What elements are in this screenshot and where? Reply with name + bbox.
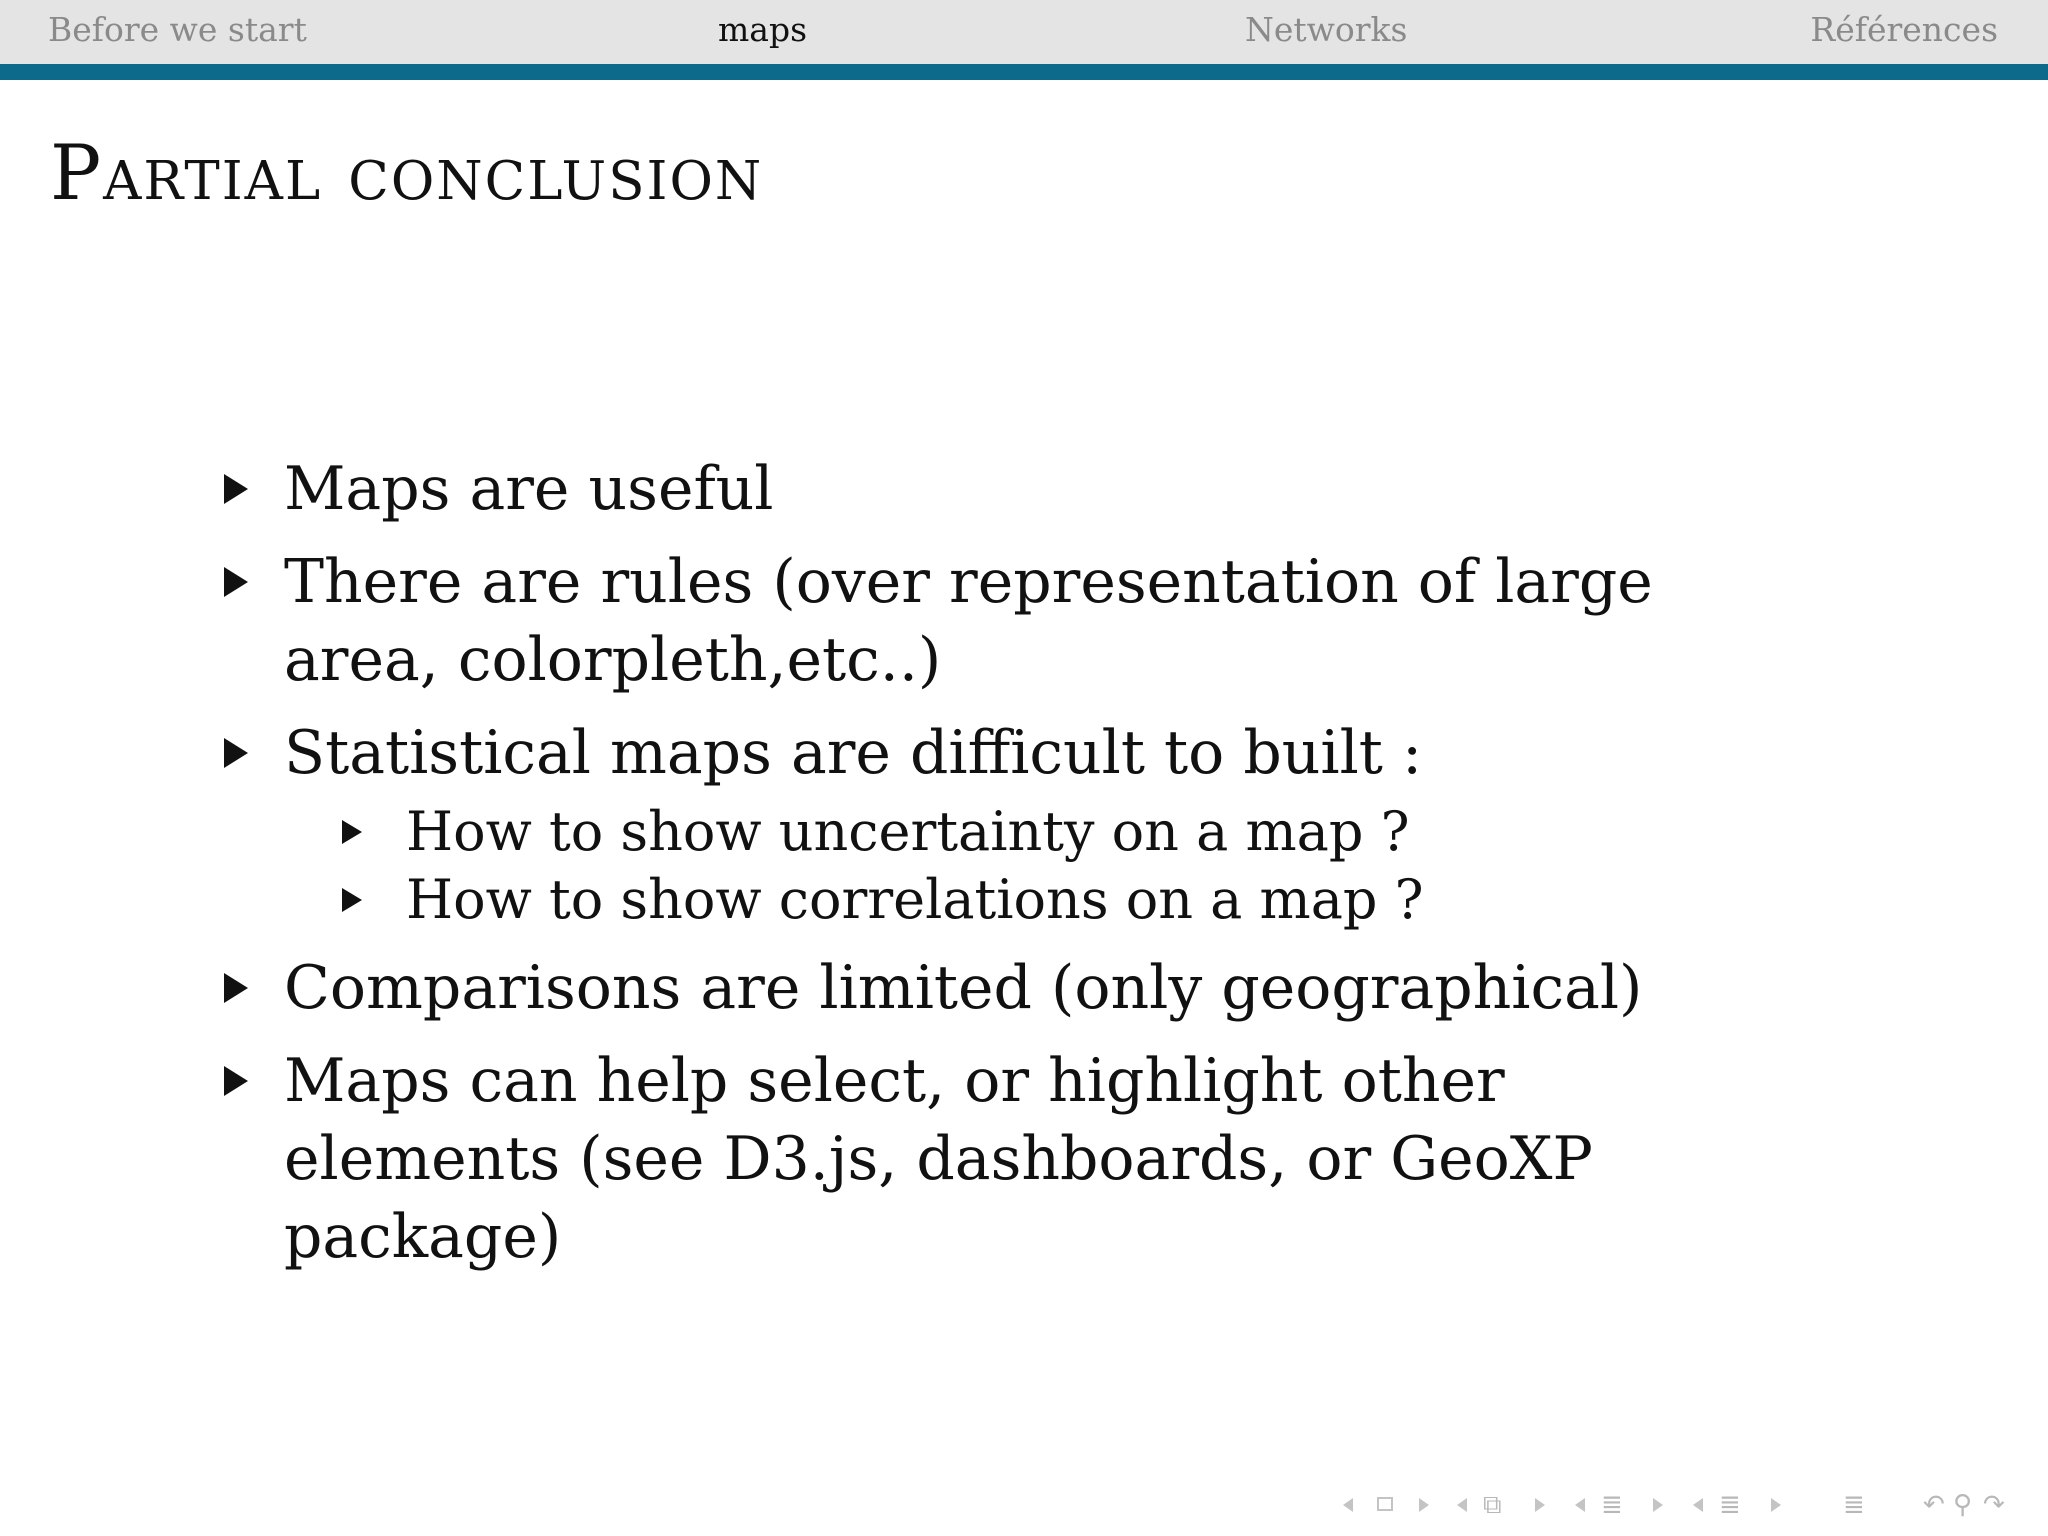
sub-list-item-text: How to show uncertainty on a map ?	[406, 800, 1410, 863]
subsection-prev-icon[interactable]	[1575, 1498, 1585, 1512]
frame-prev-icon[interactable]	[1457, 1498, 1467, 1512]
document-icon[interactable]: ≣	[1843, 1490, 1865, 1520]
section-icon[interactable]: ≣	[1719, 1490, 1741, 1520]
list-item-text: Maps are useful	[284, 454, 774, 524]
section-prev-icon[interactable]	[1693, 1498, 1703, 1512]
bullet-triangle-icon	[224, 567, 248, 597]
section-navbar	[0, 0, 2048, 64]
list-item-text: Maps can help select, or highlight other elements (see D3.js, dashboards, or GeoXP package)	[284, 1046, 1593, 1272]
nav-section-references[interactable]: Références	[1810, 10, 1998, 49]
list-item	[218, 543, 1778, 699]
nav-section-maps[interactable]: maps	[718, 10, 808, 49]
beamer-navigation-symbols	[1335, 1488, 2035, 1522]
bullet-triangle-icon	[224, 973, 248, 1003]
sub-list-item-text: How to show correlations on a map ?	[406, 868, 1424, 931]
section-next-icon[interactable]	[1771, 1498, 1781, 1512]
back-icon[interactable]: ↶	[1923, 1490, 1945, 1520]
frame-next-icon[interactable]	[1535, 1498, 1545, 1512]
nav-section-before-we-start[interactable]: Before we start	[48, 10, 307, 49]
sub-bullet-triangle-icon	[342, 820, 362, 844]
list-item	[218, 1042, 1778, 1276]
sub-list-item	[340, 798, 1778, 866]
frame-icon[interactable]: ⧉	[1483, 1490, 1502, 1520]
list-item	[218, 949, 1778, 1027]
list-item-text: Comparisons are limited (only geographical)	[284, 953, 1643, 1023]
list-item-text: There are rules (over representation of large area, colorpleth,etc..)	[284, 547, 1653, 695]
list-item	[218, 450, 1778, 528]
bullet-triangle-icon	[224, 1066, 248, 1096]
bullet-triangle-icon	[224, 474, 248, 504]
slide-next-icon[interactable]	[1419, 1498, 1429, 1512]
sub-list-item	[340, 866, 1778, 934]
list-item-text: Statistical maps are difficult to built :	[284, 718, 1423, 788]
navbar-divider	[0, 64, 2048, 80]
subsection-icon[interactable]: ≣	[1601, 1490, 1623, 1520]
forward-icon[interactable]: ↷	[1983, 1490, 2005, 1520]
bullet-list	[218, 450, 1778, 1291]
sub-bullet-triangle-icon	[342, 888, 362, 912]
subsection-next-icon[interactable]	[1653, 1498, 1663, 1512]
nav-section-networks[interactable]: Networks	[1245, 10, 1408, 49]
bullet-triangle-icon	[224, 738, 248, 768]
slide-prev-icon[interactable]	[1343, 1498, 1353, 1512]
sub-bullet-list	[340, 798, 1778, 934]
search-icon[interactable]: ⚲	[1953, 1490, 1973, 1520]
slide-icon[interactable]	[1377, 1497, 1393, 1511]
frame-title: Partial conclusion	[50, 128, 764, 217]
list-item	[218, 714, 1778, 934]
